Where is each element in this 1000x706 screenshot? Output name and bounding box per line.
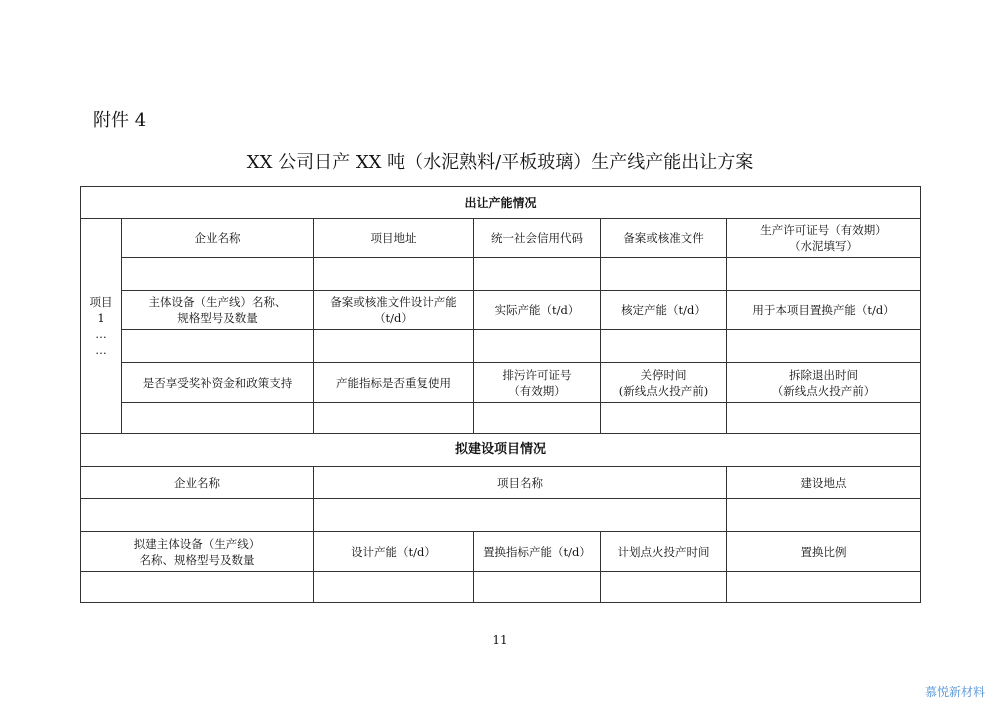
- data-cell: [601, 572, 727, 603]
- proposed-section-heading: 拟建设项目情况: [81, 434, 921, 467]
- data-cell: [727, 330, 921, 363]
- data-cell: [727, 403, 921, 434]
- document-title: XX 公司日产 XX 吨（水泥熟料/平板玻璃）生产线产能出让方案: [246, 152, 754, 173]
- header-design-capacity: 设计产能（t/d）: [314, 532, 474, 572]
- page-number: 11: [492, 633, 508, 647]
- header-indicator-reuse: 产能指标是否重复使用: [314, 363, 474, 403]
- header-main-equipment: 主体设备（生产线）名称、 规格型号及数量: [122, 291, 314, 330]
- header-replacement-indicator: 置换指标产能（t/d）: [474, 532, 601, 572]
- header-planned-ignition: 计划点火投产时间: [601, 532, 727, 572]
- header-demolition-time: 拆除退出时间 （新线点火投产前）: [727, 363, 921, 403]
- attachment-label: 附件 4: [93, 110, 147, 131]
- header-design-capacity: 备案或核准文件设计产能 （t/d）: [314, 291, 474, 330]
- header-construction-site: 建设地点: [727, 467, 921, 499]
- data-cell: [474, 330, 601, 363]
- transfer-section-heading: 出让产能情况: [81, 187, 921, 219]
- watermark: 慕悦新材料: [924, 685, 985, 699]
- header-project-address: 项目地址: [314, 219, 474, 258]
- header-verified-capacity: 核定产能（t/d）: [601, 291, 727, 330]
- data-cell: [314, 330, 474, 363]
- data-cell: [122, 258, 314, 291]
- data-cell: [314, 572, 474, 603]
- data-cell: [474, 403, 601, 434]
- project-label-cell: [81, 219, 122, 434]
- data-cell: [122, 403, 314, 434]
- header-approval-document: 备案或核准文件: [601, 219, 727, 258]
- data-cell: [81, 499, 314, 532]
- data-cell: [727, 499, 921, 532]
- header-project-name: 项目名称: [314, 467, 727, 499]
- data-cell: [314, 499, 727, 532]
- data-cell: [314, 403, 474, 434]
- data-cell: [474, 572, 601, 603]
- project-label: 项目 1: [89, 295, 113, 325]
- data-cell: [81, 572, 314, 603]
- data-cell: [314, 258, 474, 291]
- data-cell: [601, 330, 727, 363]
- data-cell: [601, 403, 727, 434]
- project-label-ellipsis: …: [95, 327, 107, 341]
- data-cell: [474, 258, 601, 291]
- capacity-transfer-table: [80, 186, 921, 603]
- header-credit-code: 统一社会信用代码: [474, 219, 601, 258]
- header-replacement-ratio: 置换比例: [727, 532, 921, 572]
- header-actual-capacity: 实际产能（t/d）: [474, 291, 601, 330]
- header-production-license: 生产许可证号（有效期） （水泥填写）: [727, 219, 921, 258]
- header-proposed-equipment: 拟建主体设备（生产线） 名称、规格型号及数量: [81, 532, 314, 572]
- data-cell: [727, 572, 921, 603]
- project-label-ellipsis: …: [95, 343, 107, 357]
- data-cell: [122, 330, 314, 363]
- data-cell: [727, 258, 921, 291]
- header-replacement-capacity: 用于本项目置换产能（t/d）: [727, 291, 921, 330]
- header-enterprise-name: 企业名称: [122, 219, 314, 258]
- data-cell: [601, 258, 727, 291]
- header-shutdown-time: 关停时间 (新线点火投产前): [601, 363, 727, 403]
- header-discharge-permit: 排污许可证号 （有效期）: [474, 363, 601, 403]
- header-subsidy-support: 是否享受奖补资金和政策支持: [122, 363, 314, 403]
- header-enterprise-name: 企业名称: [81, 467, 314, 499]
